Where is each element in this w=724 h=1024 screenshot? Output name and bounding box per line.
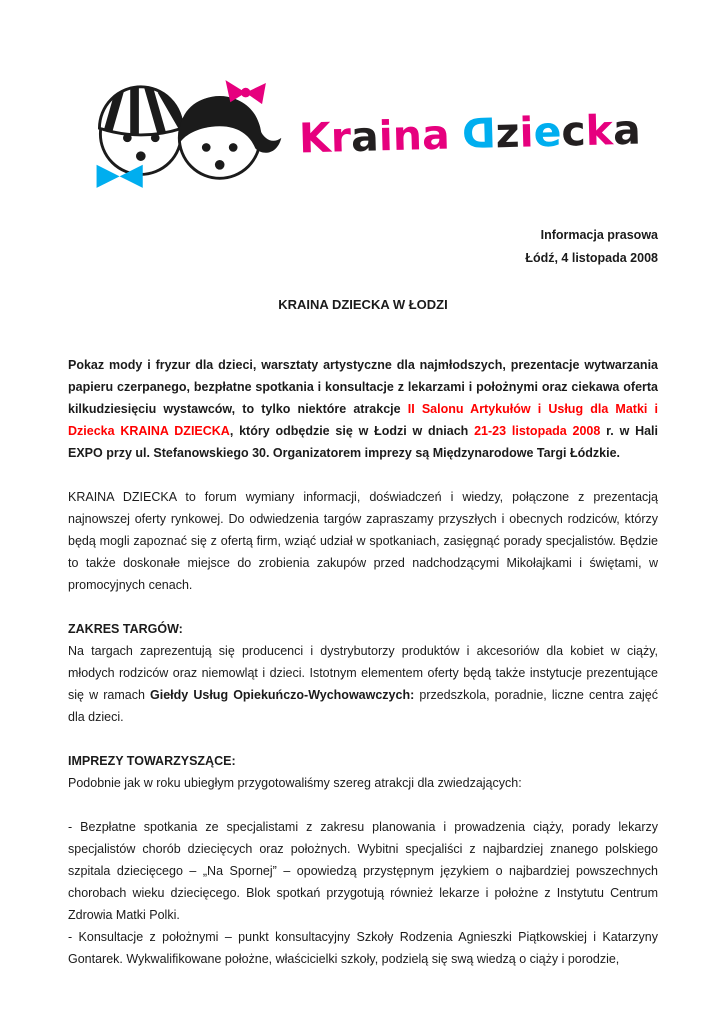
paragraph-forum: KRAINA DZIECKA to forum wymiany informacji, doświadczeń i wiedzy, połączone z prezentacją najnowszej oferty rynkowej. Do odwiedzenia targów zapraszamy przyszłych i obecnych rodziców, którzy będą mogli zapoznać się z ofertą firm, wziąć udział w spotkaniach, zasięgnąć porady specjalistów. Będzie to także doskonałe miejsce do zrobienia zakupów przed nadchodzącymi Mikołajkami i świętami, w promocyjnych cenach. <box>68 490 658 592</box>
logo-wordmark <box>298 105 642 162</box>
press-info-block <box>68 224 658 270</box>
document-title: KRAINA DZIECKA W ŁODZI <box>278 297 448 312</box>
section-heading-imprezy-towarzyszace: IMPREZY TOWARZYSZĄCE: <box>68 754 236 768</box>
paragraph-imprezy-intro: Podobnie jak w roku ubiegłym przygotowaliśmy szereg atrakcji dla zwiedzających: <box>68 776 522 790</box>
paragraph-attraction-spotkania: - Bezpłatne spotkania ze specjalistami z zakresu planowania i prowadzenia ciąży, porady lekarzy specjalistów chorób dziecięcych oraz położnych. Wybitni specjaliści z najbardziej znanego polskiego szpitala dziecięcego – „Na Spornej” – opowiedzą przystępnym językiem o najbardziej powszechnych chorobach wieku dziecięcego. Blok spotkań przygotują również lekarze i położne z Instytutu Centrum Zdrowia Matki Polki. <box>68 820 658 922</box>
children-faces-logo-art <box>85 72 289 196</box>
kraina-dziecka-logo <box>68 72 658 196</box>
paragraph-attraction-konsultacje: - Konsultacje z położnymi – punkt konsultacyjny Szkoły Rodzenia Agnieszki Piątkowskiej i Katarzyny Gontarek. Wykwalifikowane położne, właścicielki szkoły, podzielą się swą wiedzą o ciąży i porodzie, <box>68 930 658 966</box>
logo-word-kraina: Kraina <box>298 110 451 162</box>
paragraph-intro: Pokaz mody i fryzur dla dzieci, warsztaty artystyczne dla najmłodszych, prezentacje wytwarzania papieru czerpanego, bezpłatne spotkania i konsultacje z lekarzami i położnymi oraz ciekawa oferta kilkudziesięciu wystawców, to tylko niektóre atrakcje II Salonu Artykułów i Usług dla Matki i Dziecka KRAINA DZIECKA, który odbędzie się w Łodzi w dniach 21-23 listopada 2008 r. w Hali EXPO przy ul. Stefanowskiego 30. Organizatorem imprezy są Międzynarodowe Targi Łódzkie. <box>68 358 659 460</box>
document-body <box>68 354 658 970</box>
section-heading-zakres-targow: ZAKRES TARGÓW: <box>68 622 183 636</box>
paragraph-zakres-targow: Na targach zaprezentują się producenci i dystrybutorzy produktów i akcesoriów dla kobiet w ciąży, młodych rodziców oraz niemowląt i dzieci. Istotnym elementem oferty będą także instytucje prezentujące się w ramach Giełdy Usług Opiekuńczo-Wychowawczych: przedszkola, poradnie, liczne centra zajęć dla dzieci. <box>68 644 658 724</box>
press-info-type: Informacja prasowa <box>540 228 658 242</box>
logo-word-dziecka: Dziecka <box>461 105 642 158</box>
press-info-dateline: Łódź, 4 listopada 2008 <box>525 251 658 265</box>
boy-face-icon <box>100 82 193 174</box>
pink-bow-icon <box>226 80 266 104</box>
girl-face-icon <box>179 80 281 178</box>
